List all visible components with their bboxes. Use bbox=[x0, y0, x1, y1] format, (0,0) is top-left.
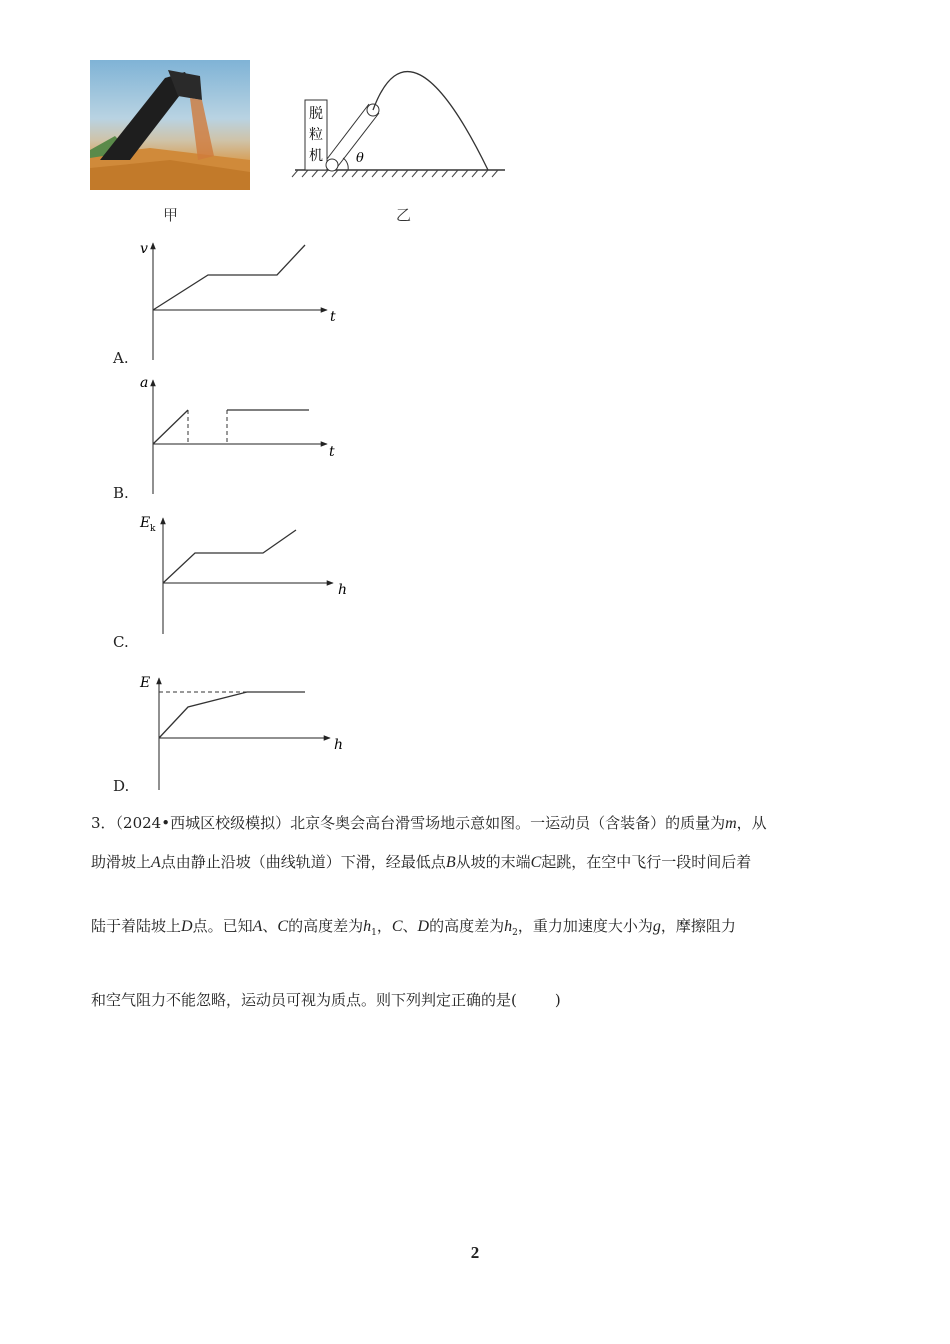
page-number: 2 bbox=[470, 1243, 480, 1262]
graph-c-curve bbox=[163, 530, 296, 583]
graph-d-y-label: E bbox=[140, 675, 151, 691]
thresher-char-3: 机 bbox=[309, 148, 323, 164]
option-c-label: C. bbox=[113, 633, 129, 651]
option-a-label: A. bbox=[113, 349, 129, 367]
thresher-diagram bbox=[290, 55, 510, 185]
graph-c-y-subscript: k bbox=[150, 524, 156, 534]
graph-b bbox=[135, 372, 355, 497]
caption-yi: 乙 bbox=[396, 206, 412, 224]
graph-a-curve bbox=[153, 245, 305, 310]
graph-a-y-label: v bbox=[140, 241, 148, 257]
graph-b-x-label: t bbox=[329, 444, 335, 460]
graph-b-segment-1 bbox=[153, 410, 188, 444]
ground-hatch bbox=[292, 170, 498, 177]
graph-a-x-label: t bbox=[330, 309, 336, 325]
graph-c-y-label: E bbox=[140, 515, 151, 531]
harvester-illustration bbox=[90, 60, 250, 190]
graph-b-y-label: a bbox=[140, 375, 149, 391]
graph-a bbox=[135, 235, 355, 365]
graph-d-curve bbox=[159, 692, 305, 738]
question-number: 3． bbox=[91, 814, 116, 832]
question-line-2: 助滑坡上A点由静止沿坡（曲线轨道）下滑，经最低点B从坡的末端C起跳，在空中飞行一段时间后着 bbox=[91, 853, 752, 871]
graph-c bbox=[135, 510, 355, 635]
lower-roller bbox=[326, 159, 338, 171]
caption-jia: 甲 bbox=[163, 206, 179, 224]
theta-label: θ bbox=[356, 151, 364, 166]
angle-arc bbox=[343, 158, 348, 170]
option-d-label: D. bbox=[113, 777, 130, 795]
graph-c-x-label: h bbox=[338, 582, 348, 598]
var-m: m bbox=[725, 815, 737, 832]
thresher-char-1: 脱 bbox=[309, 106, 323, 122]
graph-d bbox=[135, 670, 355, 795]
trajectory-curve bbox=[373, 72, 488, 170]
graph-d-x-label: h bbox=[334, 737, 344, 753]
question-line-4: 和空气阻力不能忽略，运动员可视为质点。则下列判定正确的是( ) bbox=[91, 991, 561, 1009]
option-b-label: B. bbox=[113, 484, 129, 502]
question-line-3: 陆于着陆坡上D点。已知A、C的高度差为$h_1$，C、D的高度差为$h_2$，重力加速度大小为g，摩擦阻力 bbox=[91, 917, 736, 938]
harvester-photo bbox=[90, 60, 250, 190]
question-source: （2024•西城区校级模拟） bbox=[115, 814, 291, 832]
thresher-char-2: 粒 bbox=[309, 127, 323, 143]
question-line-1: 3．（2024•西城区校级模拟）北京冬奥会高台滑雪场地示意如图。一运动员（含装备）的质量为m，从 bbox=[91, 814, 767, 832]
